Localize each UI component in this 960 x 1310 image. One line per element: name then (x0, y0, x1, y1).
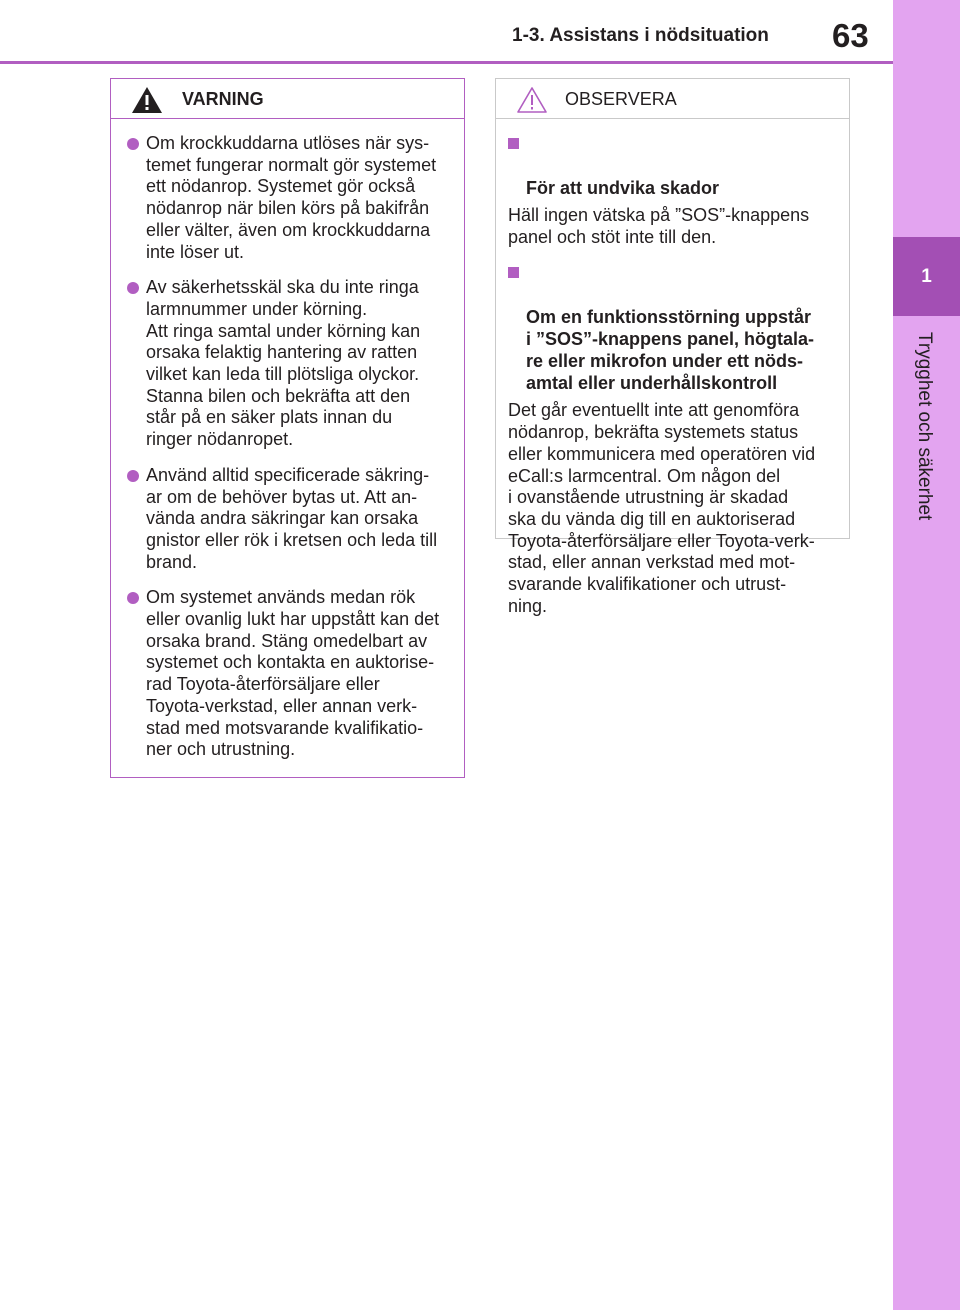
warning-item-text: Av säkerhetsskäl ska du inte ringa larmnummer under körning. Att ringa samtal under körning kan orsaka felaktig hantering av ratten vilket kan leda till plötsliga olyckor. Stanna bilen och bekräfta att den står på en säker plats innan du ringer nödanropet. (146, 277, 421, 450)
warning-item (123, 277, 452, 451)
section-title: 1-3. Assistans i nödsituation (512, 25, 769, 46)
warning-box (110, 78, 465, 778)
warning-box-header (111, 79, 464, 119)
notice-title: OBSERVERA (565, 89, 677, 109)
notice-box (495, 78, 850, 616)
notice-section-heading (508, 133, 837, 199)
header-divider (0, 61, 893, 64)
notice-heading-text: Om en funktionsstörning uppstår i ”SOS”-knappens panel, högtala- re eller mikrofon under ett nöds- amtal eller underhållskontroll (526, 307, 815, 394)
notice-box-header (496, 79, 849, 119)
bullet-dot-icon (127, 138, 139, 150)
warning-triangle-icon (131, 86, 163, 114)
chapter-side-tab (893, 0, 960, 1310)
chapter-number-tab: 1 (893, 237, 960, 316)
bullet-dot-icon (127, 592, 139, 604)
notice-section-heading (508, 262, 837, 394)
bullet-dot-icon (127, 282, 139, 294)
warning-item-text: Om systemet används medan rök eller ovanlig lukt har uppstått kan det orsaka brand. Stäng omedelbart av systemet och kontakta en auktorise- rad Toyota-återförsäljare eller Toyota-verkstad, eller annan verk- stad med motsvarande kvalifikatio- ner och utrustning. (146, 587, 440, 760)
notice-section-text: Häll ingen vätska på ”SOS”-knappens panel och stöt inte till den. (508, 205, 810, 247)
warning-item-text: Om krockkuddarna utlöses när sys- temet fungerar normalt gör systemet ett nödanrop. Systemet gör också nödanrop när bilen körs på bakifrån eller välter, även om krockkuddarna inte löser ut. (146, 133, 437, 262)
warning-item (123, 465, 452, 574)
square-bullet-icon (508, 267, 519, 278)
notice-section-text: Det går eventuellt inte att genomföra nödanrop, bekräfta systemets status eller kommunicera med operatören vid eCall:s larmcentral. Om någon del i ovanstående utrustning är skadad ska du vända dig till en auktoriserad Toyota-återförsäljare eller Toyota-verk- stad, eller annan verkstad med mot- svarande kvalifikationer och utrust- ning. (508, 400, 816, 616)
notice-heading-text: För att undvika skador (526, 178, 720, 198)
caution-triangle-icon (516, 86, 548, 114)
warning-item (123, 133, 452, 263)
bullet-dot-icon (127, 470, 139, 482)
warning-item (123, 587, 452, 761)
chapter-title: Trygghet och säkerhet (914, 332, 935, 521)
warning-title: VARNING (182, 89, 264, 109)
square-bullet-icon (508, 138, 519, 149)
warning-item-text: Använd alltid specificerade säkring- ar om de behöver bytas ut. Att an- vända andra säkringar kan orsaka gnistor eller rök i kretsen och leda till brand. (146, 464, 438, 572)
page-number: 63 (832, 17, 869, 54)
